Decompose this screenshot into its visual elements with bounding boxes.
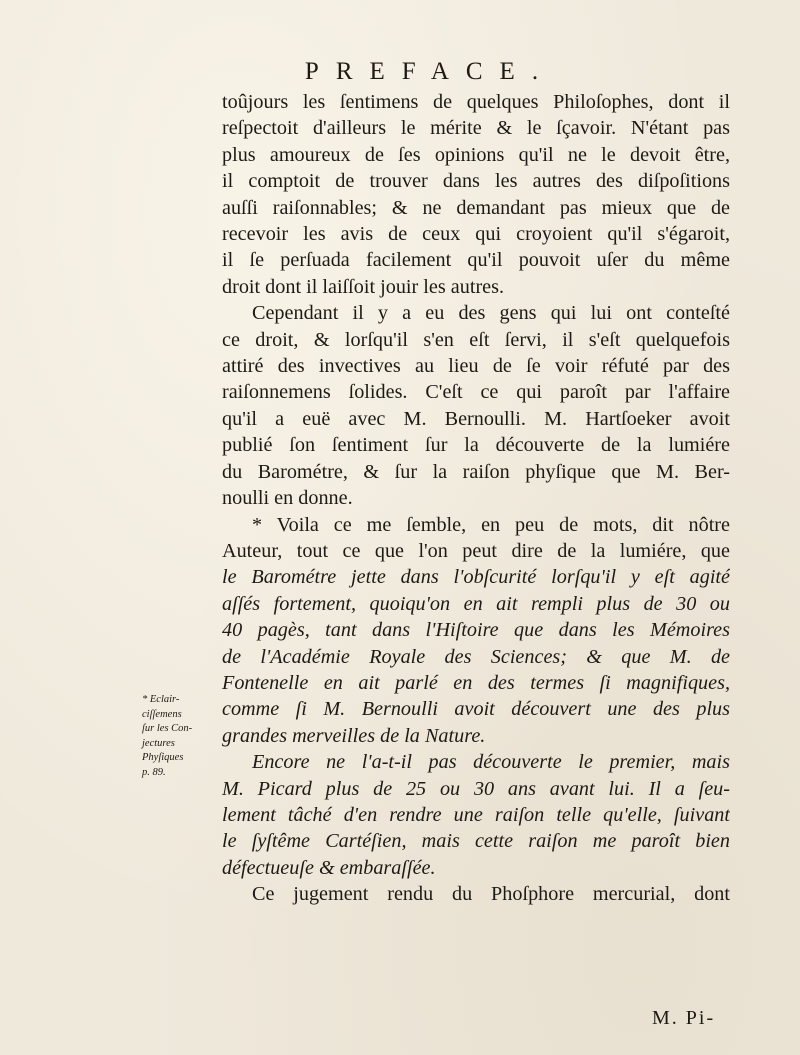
text-line: * Voila ce me ſemble, en peu de mots, dit nôtre [252, 513, 730, 536]
text-line: raiſonnemens ſolides. C'eſt ce qui paroît par l'affaire [222, 381, 730, 404]
margin-note [142, 693, 222, 781]
text-line: 40 pagès, tant dans l'Hiſtoire que dans les Mémoires [222, 619, 730, 642]
text-line: recevoir les avis de ceux qui croyoient qu'il s'égaroit, [222, 223, 730, 246]
text-line: aſſés fortement, quoiqu'on en ait rempli plus de 30 ou [222, 592, 730, 615]
text-line: ce droit, & lorſqu'il s'en eſt ſervi, il s'eſt quelquefois [222, 328, 730, 351]
text-line: plus amoureux de ſes opinions qu'il ne le devoit être, [222, 143, 730, 166]
margin-note-line: p. 89. [142, 766, 166, 778]
text-line: auſſi raiſonnables; & ne demandant pas mieux que de [222, 196, 730, 219]
text-line: le Barométre jette dans l'obſcurité lorſqu'il y eſt agité [222, 566, 730, 589]
text-line: Encore ne l'a-t-il pas découverte le premier, mais [252, 751, 730, 774]
text-line: défectueuſe & embaraſſée. [222, 856, 436, 879]
text-line: comme ſi M. Bernoulli avoit découvert une des plus [222, 698, 730, 721]
catchword: M. Pi- [652, 1007, 716, 1029]
text-line: toûjours les ſentimens de quelques Philoſophes, dont il [222, 91, 730, 113]
text-line: publié ſon ſentiment ſur la découverte de la lumiére [222, 434, 730, 457]
margin-note-line: ſur les Con- [142, 723, 193, 735]
margin-note-line: * Eclair- [142, 694, 180, 705]
text-line: lement tâché d'en rendre une raiſon telle qu'elle, ſuivant [222, 803, 730, 826]
text-line: noulli en donne. [222, 487, 353, 510]
text-line: droit dont il laiſſoit jouir les autres. [222, 275, 505, 298]
text-line: grandes merveilles de la Nature. [222, 724, 486, 747]
text-line: qu'il a euë avec M. Bernoulli. M. Hartſoeker avoit [222, 407, 730, 430]
text-line: du Barométre, & ſur la raiſon phyſique que M. Ber- [222, 460, 730, 483]
body-text [222, 89, 730, 908]
text-line: le ſyſtême Cartéſien, mais cette raiſon me paroît bien [222, 830, 730, 853]
margin-note-line: ciſſemens [142, 708, 182, 720]
text-line: il ſe perſuada facilement qu'il pouvoit uſer du même [222, 249, 730, 272]
text-line: Fontenelle en ait parlé en des termes ſi magnifiques, [222, 671, 730, 694]
running-title: PREFACE. [304, 58, 556, 85]
text-line: Cependant il y a eu des gens qui lui ont conteſté [252, 302, 730, 325]
text-line: attiré des invectives au lieu de ſe voir réfuté par des [222, 355, 730, 378]
text-line: reſpectoit d'ailleurs le mérite & le ſçavoir. N'étant pas [222, 117, 730, 140]
text-line: Ce jugement rendu du Phoſphore mercurial, dont [252, 883, 730, 906]
margin-note-line: Phyſiques [142, 752, 184, 764]
text-line: de l'Académie Royale des Sciences; & que M. de [222, 645, 730, 668]
text-line: il comptoit de trouver dans les autres des diſpoſitions [222, 170, 730, 193]
text-line: Auteur, tout ce que l'on peut dire de la lumiére, que [222, 539, 730, 562]
text-line: M. Picard plus de 25 ou 30 ans avant lui. Il a ſeu- [222, 777, 730, 800]
margin-note-line: jectures [142, 737, 175, 749]
